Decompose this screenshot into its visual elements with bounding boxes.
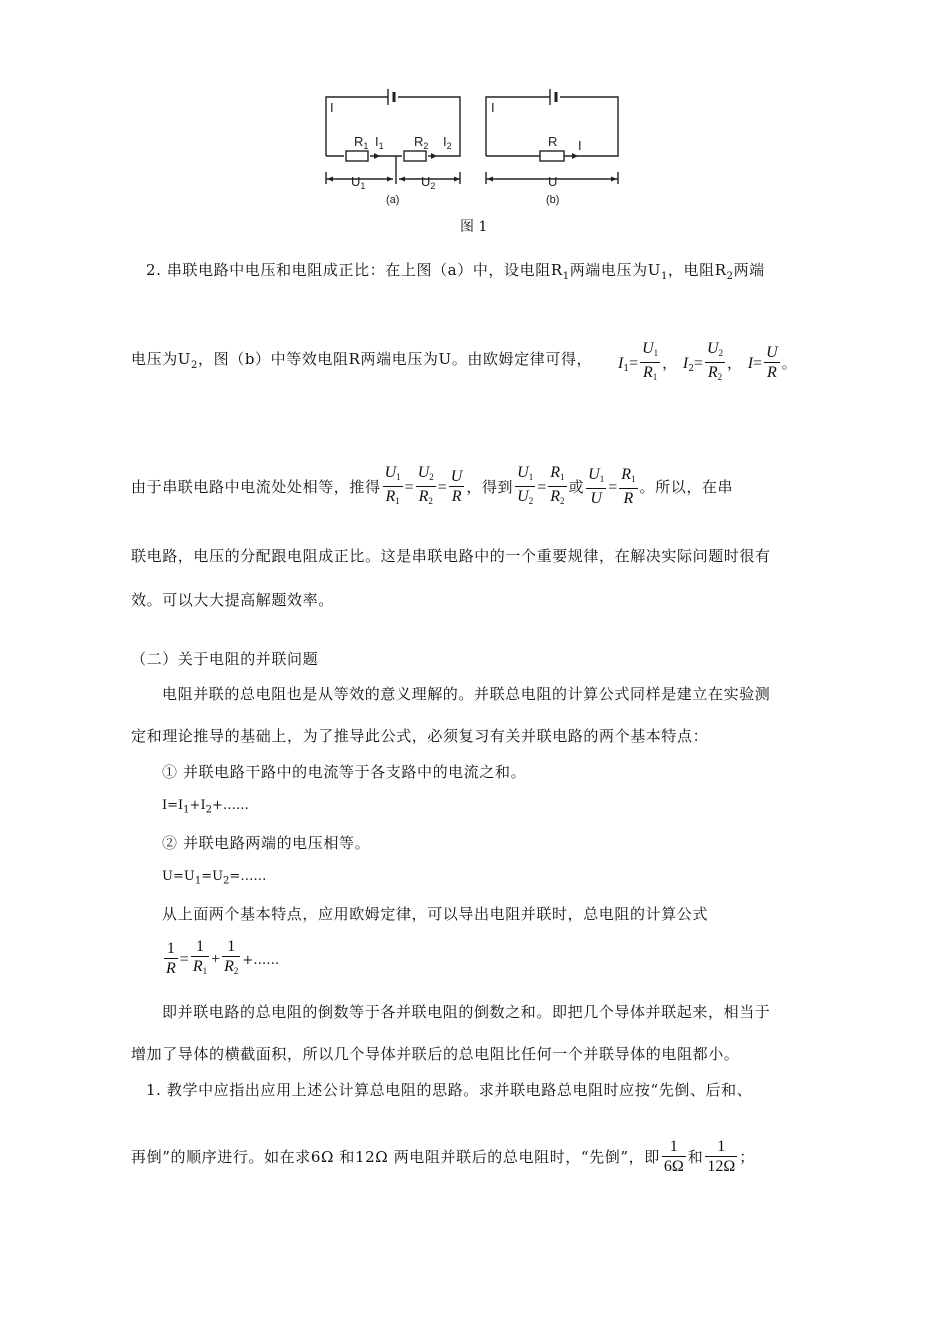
label-current-b: I: [491, 100, 495, 115]
paragraph-ohm-law: 电压为$U_2$，图（b）中等效电阻R两端电压为U。由欧姆定律可得，: [131, 350, 593, 371]
circuit-figure: [318, 82, 638, 208]
label-current-a: I: [330, 100, 334, 115]
figure-caption: 图 1: [460, 219, 488, 235]
label-u2: $U_2$: [421, 174, 436, 191]
paragraph-proportion: 由于串联电路中电流处处相等，推得 $\frac{U_1}{R_1}$ = $\frac{U_2}{R_2}$ = $\frac{U}{R}$ ，得到 $\frac{U_1}{U_2}$ = $\frac{R_1}{R_2}$ 或 $\frac{U_1}{U}$ = $\frac{R_1}{R}$ 。所以，在串: [131, 464, 734, 507]
formula-parallel: $\frac{1}{R}$ = $\frac{1}{R_1}$ + $\frac{1}{R_2}$ +……: [166, 938, 280, 977]
paragraph-line: 效。可以大大提高解题效率。: [131, 591, 334, 609]
equation-voltage: $U=U_1=U_2=\dots\dots$: [162, 869, 267, 887]
label-i2: $I_2$: [443, 134, 452, 151]
paragraph-example: 再倒”的顺序进行。如在求6Ω 和12Ω 两电阻并联后的总电阻时，“先倒”，即 $\frac{1}{6\Omega}$ 和 $\frac{1}{12\Omega}$ ；: [131, 1138, 755, 1175]
list-item: ② 并联电路两端的电压相等。: [162, 834, 371, 852]
list-item: ① 并联电路干路中的电流等于各支路中的电流之和。: [162, 763, 527, 781]
label-u1: $U_1$: [351, 174, 366, 191]
paragraph-line: 增加了导体的横截面积，所以几个导体并联后的总电阻比任何一个并联导体的电阻都小。: [131, 1045, 740, 1063]
paragraph-line: 1. 教学中应指出应用上述公计算总电阻的思路。求并联电路总电阻时应按“先倒、后和、: [146, 1081, 753, 1099]
label-i1: $I_1$: [375, 134, 384, 151]
label-r1: $R_1$: [354, 134, 369, 151]
label-r2: $R_2$: [414, 134, 429, 151]
label-i-b2: I: [578, 138, 582, 153]
section-heading: （二）关于电阻的并联问题: [131, 650, 319, 668]
caption-a: (a): [386, 194, 400, 206]
label-u: U: [548, 174, 558, 189]
paragraph-line: 电阻并联的总电阻也是从等效的意义理解的。并联总电阻的计算公式同样是建立在实验测: [162, 685, 771, 703]
paragraph-series-voltage: 2. 串联电路中电压和电阻成正比：在上图（a）中，设电阻$R_1$两端电压为$U_1$，电阻$R_2$两端: [146, 261, 765, 282]
caption-b: (b): [546, 194, 560, 206]
equation-current: $I=I_1+I_2+\dots\dots$: [162, 798, 249, 816]
paragraph-line: 即并联电路的总电阻的倒数等于各并联电阻的倒数之和。即把几个导体并联起来，相当于: [162, 1003, 771, 1021]
label-r: R: [548, 134, 558, 149]
paragraph-line: 从上面两个基本特点，应用欧姆定律，可以导出电阻并联时，总电阻的计算公式: [162, 905, 709, 923]
formula-ohm: $I_1=$ $\frac{U_1}{R_1}$ ， $I_2=$ $\frac{U_2}{R_2}$ ， I= $\frac{U}{R}$ 。: [618, 340, 798, 382]
paragraph-line: 联电路，电压的分配跟电阻成正比。这是串联电路中的一个重要规律，在解决实际问题时很有: [131, 547, 771, 565]
paragraph-line: 定和理论推导的基础上，为了推导此公式，必须复习有关并联电路的两个基本特点：: [131, 727, 709, 745]
